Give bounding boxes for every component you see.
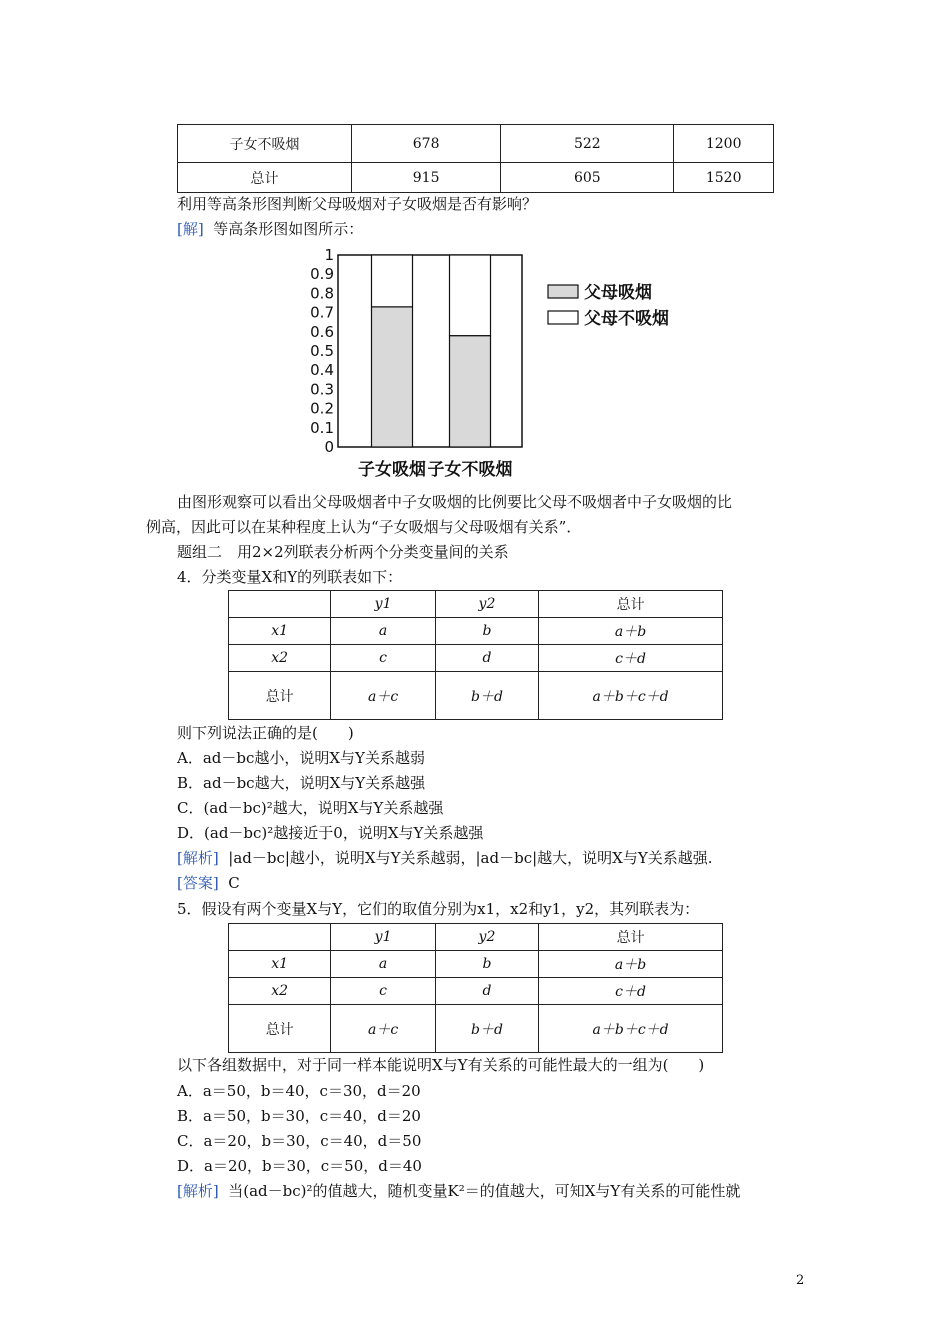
solution-text: 等高条形图如图所示： <box>213 220 364 238</box>
table-cell: c <box>331 645 435 672</box>
table-cell: 605 <box>501 163 674 193</box>
table-cell: c＋d <box>539 978 723 1005</box>
y-tick-label: 0.6 <box>310 322 334 341</box>
table-cell: 子女不吸烟 <box>178 125 352 163</box>
q5-option-c: C．a＝20，b＝30，c＝40，d＝50 <box>177 1132 422 1150</box>
y-tick-label: 0.3 <box>310 380 334 399</box>
solution-line <box>177 218 363 239</box>
table-cell: 678 <box>352 125 501 163</box>
table-cell: a＋b＋c＋d <box>539 672 723 720</box>
q4-option-b: B．ad－bc越大，说明X与Y关系越强 <box>177 774 426 792</box>
table-cell: a＋c <box>331 672 435 720</box>
plot-frame <box>338 255 522 447</box>
analysis-tag: [解析] <box>177 849 219 867</box>
table-cell: a＋b＋c＋d <box>539 1005 723 1053</box>
table-cell: b＋d <box>435 1005 538 1053</box>
table-cell <box>229 591 331 618</box>
table-cell: x2 <box>229 645 331 672</box>
q5-prompt: 以下各组数据中，对于同一样本能说明X与Y有关系的可能性最大的一组为( ) <box>177 1056 705 1074</box>
table-cell: b＋d <box>435 672 538 720</box>
q5-option-b: B．a＝50，b＝30，c＝40，d＝20 <box>177 1107 421 1125</box>
contingency-table-q4 <box>228 590 723 720</box>
y-tick-label: 0 <box>324 438 334 456</box>
table-cell: y1 <box>331 591 435 618</box>
table-row <box>229 951 723 978</box>
analysis-tag: [解析] <box>177 1182 219 1200</box>
table-row <box>178 163 774 193</box>
bar-segment <box>450 255 491 336</box>
category-label: 子女吸烟 <box>358 460 426 480</box>
q5-analysis <box>177 1180 740 1201</box>
y-tick-label: 0.2 <box>310 399 334 418</box>
table-cell: c <box>331 978 435 1005</box>
y-tick-label: 0.1 <box>310 418 334 437</box>
table-cell: 总计 <box>539 924 723 951</box>
table-row <box>229 924 723 951</box>
section-title: 题组二 用2×2列联表分析两个分类变量间的关系 <box>177 543 509 561</box>
legend-swatch <box>548 285 578 298</box>
contingency-table-q5 <box>228 923 723 1053</box>
table-cell: b <box>435 951 538 978</box>
question-text: 利用等高条形图判断父母吸烟对子女吸烟是否有影响？ <box>177 195 538 213</box>
y-tick-label: 0.7 <box>310 303 334 322</box>
table-row <box>178 125 774 163</box>
legend-label: 父母吸烟 <box>584 283 652 303</box>
table-row <box>229 645 723 672</box>
y-tick-label: 0.8 <box>310 284 334 303</box>
table-cell: b <box>435 618 538 645</box>
table-cell: x1 <box>229 618 331 645</box>
table-cell: a＋b <box>539 618 723 645</box>
table-cell: 总计 <box>229 1005 331 1053</box>
table-cell: x1 <box>229 951 331 978</box>
table-cell: a <box>331 618 435 645</box>
q4-option-d: D．(ad－bc)²越接近于0，说明X与Y关系越强 <box>177 824 484 842</box>
q4-answer <box>177 872 240 893</box>
bar-segment <box>372 255 413 307</box>
y-tick-label: 0.5 <box>310 342 334 360</box>
table-cell: y2 <box>435 924 538 951</box>
y-tick-label: 0.9 <box>310 265 334 284</box>
table-cell: y1 <box>331 924 435 951</box>
table-cell: c＋d <box>539 645 723 672</box>
bar-segment <box>450 336 491 447</box>
table-cell: a＋b <box>539 951 723 978</box>
q5-option-d: D．a＝20，b＝30，c＝50，d＝40 <box>177 1157 422 1175</box>
table-cell: 总计 <box>229 672 331 720</box>
table-row <box>229 618 723 645</box>
q5-stem: 5．假设有两个变量X与Y，它们的取值分别为x1，x2和y1，y2，其列联表为： <box>177 900 700 918</box>
solution-tag: [解] <box>177 220 204 238</box>
analysis-text: 当(ad－bc)²的值越大，随机变量K²＝的值越大，可知X与Y有关系的可能性就 <box>228 1182 741 1200</box>
legend-label: 父母不吸烟 <box>584 309 669 329</box>
q4-stem: 4．分类变量X和Y的列联表如下： <box>177 568 403 586</box>
table-cell: 522 <box>501 125 674 163</box>
table-cell: 915 <box>352 163 501 193</box>
analysis-text: |ad－bc|越小，说明X与Y关系越弱，|ad－bc|越大，说明X与Y关系越强. <box>228 849 713 867</box>
bar-segment <box>372 307 413 447</box>
smoking-table <box>177 124 774 193</box>
table-cell: a <box>331 951 435 978</box>
table-cell: 1200 <box>674 125 774 163</box>
table-cell: 总计 <box>539 591 723 618</box>
conclusion-line-1: 由图形观察可以看出父母吸烟者中子女吸烟的比例要比父母不吸烟者中子女吸烟的比 <box>177 493 733 511</box>
table-row <box>229 978 723 1005</box>
q5-option-a: A．a＝50，b＝40，c＝30，d＝20 <box>177 1082 421 1100</box>
table-cell: a＋c <box>331 1005 435 1053</box>
table-row <box>229 591 723 618</box>
stacked-bar-chart <box>300 245 700 485</box>
table-cell: y2 <box>435 591 538 618</box>
q4-prompt: 则下列说法正确的是( ) <box>177 724 354 742</box>
conclusion-line-2: 例高，因此可以在某种程度上认为“子女吸烟与父母吸烟有关系”． <box>146 518 582 536</box>
table-cell: x2 <box>229 978 331 1005</box>
table-cell: d <box>435 978 538 1005</box>
table-cell <box>229 924 331 951</box>
q4-analysis <box>177 847 713 868</box>
legend-swatch <box>548 311 578 324</box>
table-row <box>229 1005 723 1053</box>
table-cell: 总计 <box>178 163 352 193</box>
y-tick-label: 0.4 <box>310 361 334 380</box>
table-row <box>229 672 723 720</box>
category-label: 子女不吸烟 <box>427 460 513 480</box>
table-cell: d <box>435 645 538 672</box>
q4-option-a: A．ad－bc越小，说明X与Y关系越弱 <box>177 749 425 767</box>
y-tick-label: 1 <box>324 246 334 264</box>
answer-text: C <box>228 874 240 892</box>
answer-tag: [答案] <box>177 874 219 892</box>
q4-option-c: C．(ad－bc)²越大，说明X与Y关系越强 <box>177 799 444 817</box>
table-cell: 1520 <box>674 163 774 193</box>
page-number: 2 <box>796 1273 805 1288</box>
